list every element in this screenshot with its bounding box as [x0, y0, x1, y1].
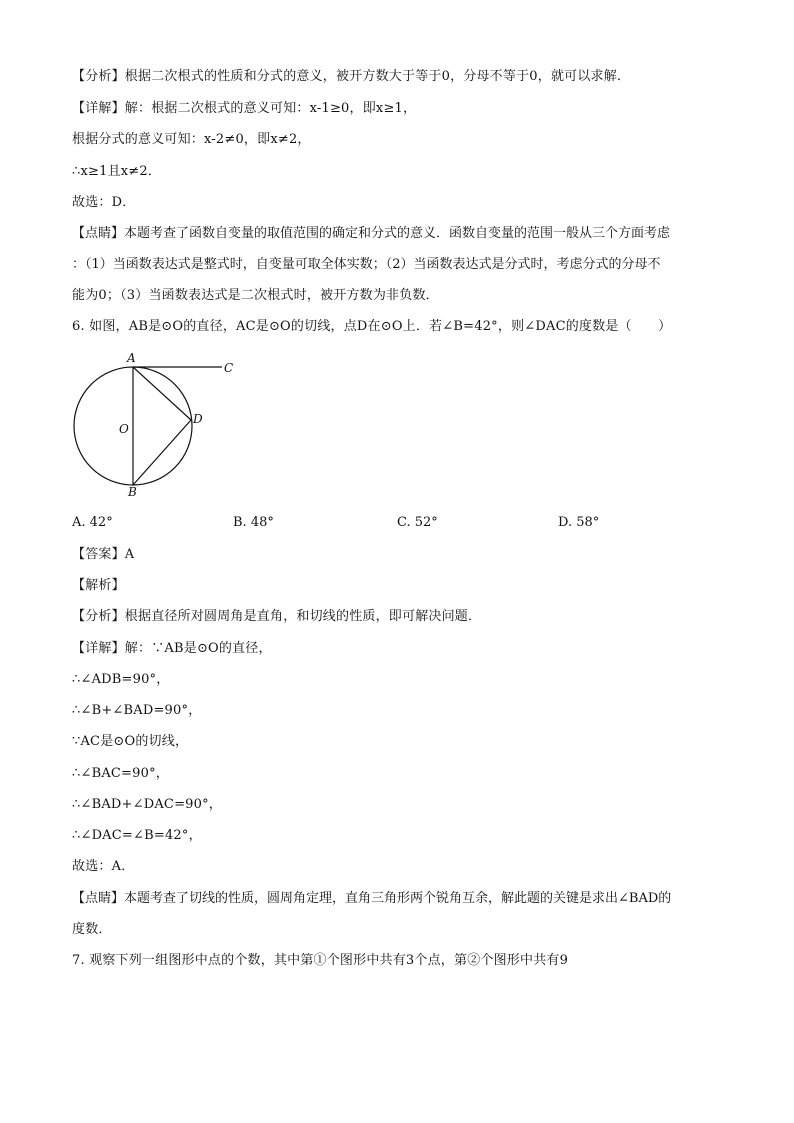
question-6: 6. 如图，AB是⊙O的直径，AC是⊙O的切线，点D在⊙O上．若∠B=42°，则∠DAC的度数是（ ）: [72, 319, 672, 334]
label-c: C: [224, 361, 234, 375]
detail-q5-line2: 根据分式的意义可知：x-2≠0，即x≠2，: [72, 132, 311, 147]
circle-diagram: [72, 348, 242, 500]
detail-q6-step1: ∴∠ADB=90°，: [72, 672, 170, 687]
label-o: O: [119, 422, 129, 436]
comment-q5-line3: 能为0；（3）当函数表达式是二次根式时，被开方数为非负数．: [72, 288, 439, 303]
option-b: B. 48°: [233, 515, 274, 530]
question-7: 7. 观察下列一组图形中点的个数，其中第①个图形中共有3个点，第②个图形中共有9: [72, 953, 569, 968]
detail-q6: 【详解】解：∵AB是⊙O的直径，: [72, 641, 272, 656]
label-b: B: [128, 485, 137, 499]
option-c: C. 52°: [397, 515, 438, 530]
label-a: A: [127, 351, 136, 365]
option-a: A. 42°: [72, 515, 113, 530]
label-d: D: [193, 412, 203, 426]
detail-q6-step2: ∴∠B+∠BAD=90°，: [72, 703, 202, 718]
comment-q6: 【点睛】本题考查了切线的性质，圆周角定理，直角三角形两个锐角互余，解此题的关键是求出∠BAD的: [72, 891, 672, 906]
comment-q5: 【点睛】本题考查了函数自变量的取值范围的确定和分式的意义．函数自变量的范围一般从三个方面考虑: [72, 226, 671, 241]
analysis-q6: 【分析】根据直径所对圆周角是直角，和切线的性质，即可解决问题．: [72, 609, 482, 624]
detail-q6-step5: ∴∠BAD+∠DAC=90°，: [72, 797, 223, 812]
comment-q5-line2: ：（1）当函数表达式是整式时，自变量可取全体实数；（2）当函数表达式是分式时，考虑分式的分母不: [72, 257, 661, 272]
analysis-q5: 【分析】根据二次根式的性质和分式的意义，被开方数大于等于0，分母不等于0，就可以求解．: [72, 69, 631, 84]
detail-q6-step6: ∴∠DAC=∠B=42°，: [72, 828, 202, 843]
detail-q5-line3: ∴x≥1且x≠2．: [72, 164, 162, 179]
comment-q6-line2: 度数．: [72, 922, 112, 937]
detail-q6-step4: ∴∠BAC=90°，: [72, 766, 169, 781]
choice-q6: 故选：A．: [72, 859, 135, 874]
detail-q5: 【详解】解：根据二次根式的意义可知：x-1≥0，即x≥1，: [72, 101, 417, 116]
solution-heading-q6: 【解析】: [72, 578, 125, 593]
option-d: D. 58°: [558, 515, 600, 530]
answer-q6: 【答案】A: [72, 547, 135, 562]
detail-q6-step3: ∵AC是⊙O的切线，: [72, 734, 189, 749]
choice-q5: 故选：D．: [72, 195, 136, 210]
